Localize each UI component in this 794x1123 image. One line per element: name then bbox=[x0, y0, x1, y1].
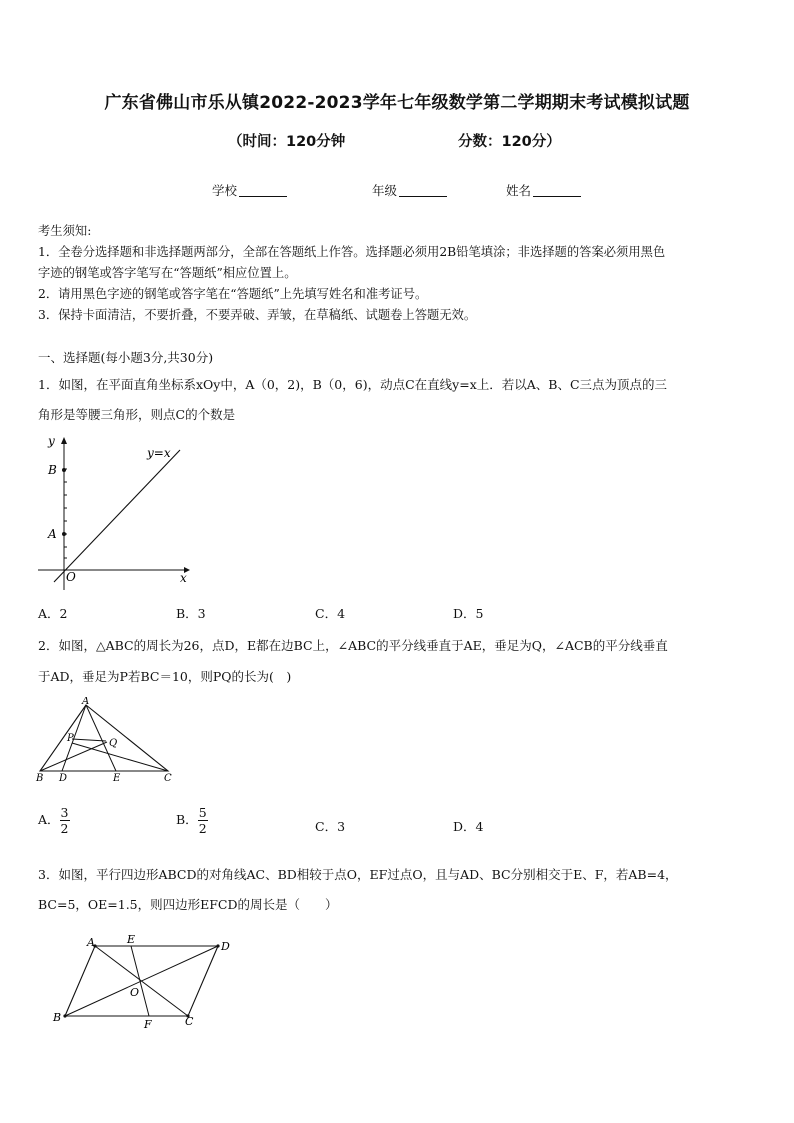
point-o-label: O bbox=[130, 986, 140, 999]
point-e-label: E bbox=[127, 933, 136, 946]
point-b-label: B bbox=[48, 463, 57, 477]
question-3-text: 3．如图，平行四边形ABCD的对角线AC、BD相较于点O，EF过点O，且与AD、BC分别相交于E、F，若AB=4， bbox=[38, 867, 678, 882]
numerator: 5 bbox=[198, 805, 207, 820]
point-d-label: D bbox=[59, 773, 68, 784]
exam-score: 分数：120分） bbox=[458, 134, 561, 150]
denominator: 2 bbox=[60, 821, 69, 836]
name-field bbox=[506, 181, 581, 199]
question-2-text: 2．如图，△ABC的周长为26，点D，E都在边BC上，∠ABC的平分线垂直于AE，垂足为Q，∠ACB的平分线垂直 bbox=[38, 638, 668, 653]
line-label: y=x bbox=[147, 446, 171, 460]
question-2-text-cont: 于AD，垂足为P若BC＝10，则PQ的长为( ) bbox=[38, 669, 292, 684]
numerator: 3 bbox=[60, 805, 69, 820]
question-2-option-d[interactable]: D．4 bbox=[453, 819, 484, 834]
school-label: 学校 bbox=[212, 183, 238, 198]
point-f-label: F bbox=[144, 1018, 152, 1031]
point-d-label: D bbox=[221, 940, 230, 953]
question-2-figure bbox=[34, 697, 180, 785]
option-letter: A． bbox=[38, 812, 60, 827]
question-3-text-cont: BC=5，OE=1.5，则四边形EFCD的周长是（ ） bbox=[38, 897, 338, 912]
name-blank bbox=[533, 184, 581, 197]
school-blank bbox=[239, 184, 287, 197]
school-field bbox=[212, 181, 287, 199]
exam-title: 广东省佛山市乐从镇2022-2023学年七年级数学第二学期期末考试模拟试题 bbox=[104, 93, 690, 113]
fraction bbox=[198, 805, 208, 836]
point-b-label: B bbox=[36, 773, 44, 784]
origin-label: O bbox=[66, 570, 76, 584]
question-1-text-cont: 角形是等腰三角形，则点C的个数是 bbox=[38, 407, 236, 422]
question-2-option-c[interactable]: C．3 bbox=[315, 819, 346, 834]
point-a-label: A bbox=[87, 936, 95, 949]
point-q-label: Q bbox=[109, 738, 118, 749]
question-1-option-c[interactable]: C．4 bbox=[315, 606, 346, 621]
notice-item: 2．请用黑色字迹的钢笔或答字笔在“答题纸”上先填写姓名和准考证号。 bbox=[38, 287, 428, 301]
point-c-label: C bbox=[185, 1015, 194, 1028]
fraction bbox=[60, 805, 70, 836]
question-3-figure bbox=[50, 932, 240, 1032]
question-1-option-a[interactable]: A．2 bbox=[38, 606, 68, 621]
option-letter: B． bbox=[176, 812, 198, 827]
grade-field bbox=[372, 181, 447, 199]
y-axis-label: y bbox=[48, 434, 55, 448]
denominator: 2 bbox=[198, 821, 207, 836]
section-heading: 一、选择题(每小题3分,共30分) bbox=[38, 350, 214, 365]
question-2-option-a[interactable] bbox=[38, 805, 70, 836]
question-1-option-d[interactable]: D．5 bbox=[453, 606, 484, 621]
point-b-label: B bbox=[53, 1011, 62, 1024]
question-1-text: 1．如图，在平面直角坐标系xOy中，A（0，2)，B（0，6)，动点C在直线y=x上．若以A、B、C三点为顶点的三 bbox=[38, 377, 668, 392]
point-a-label: A bbox=[48, 527, 57, 541]
question-2-option-b[interactable] bbox=[176, 805, 208, 836]
x-axis-label: x bbox=[180, 571, 187, 585]
notice-item: 字迹的钢笔或答字笔写在“答题纸”相应位置上。 bbox=[38, 266, 297, 280]
point-c-label: C bbox=[164, 773, 172, 784]
point-e-label: E bbox=[113, 773, 121, 784]
name-label: 姓名 bbox=[506, 183, 532, 198]
exam-time: （时间：120分钟 bbox=[228, 134, 346, 150]
point-a-label: A bbox=[82, 697, 90, 707]
grade-blank bbox=[399, 184, 447, 197]
notice-item: 3．保持卡面清洁，不要折叠，不要弄破、弄皱，在草稿纸、试题卷上答题无效。 bbox=[38, 308, 477, 322]
notice-heading: 考生须知: bbox=[38, 224, 92, 238]
question-1-option-b[interactable]: B．3 bbox=[176, 606, 206, 621]
point-p-label: P bbox=[67, 733, 74, 744]
notice-item: 1．全卷分选择题和非选择题两部分，全部在答题纸上作答。选择题必须用2B铅笔填涂；非选择题的答案必须用黑色 bbox=[38, 245, 666, 259]
question-1-figure bbox=[34, 432, 194, 590]
grade-label: 年级 bbox=[372, 183, 398, 198]
